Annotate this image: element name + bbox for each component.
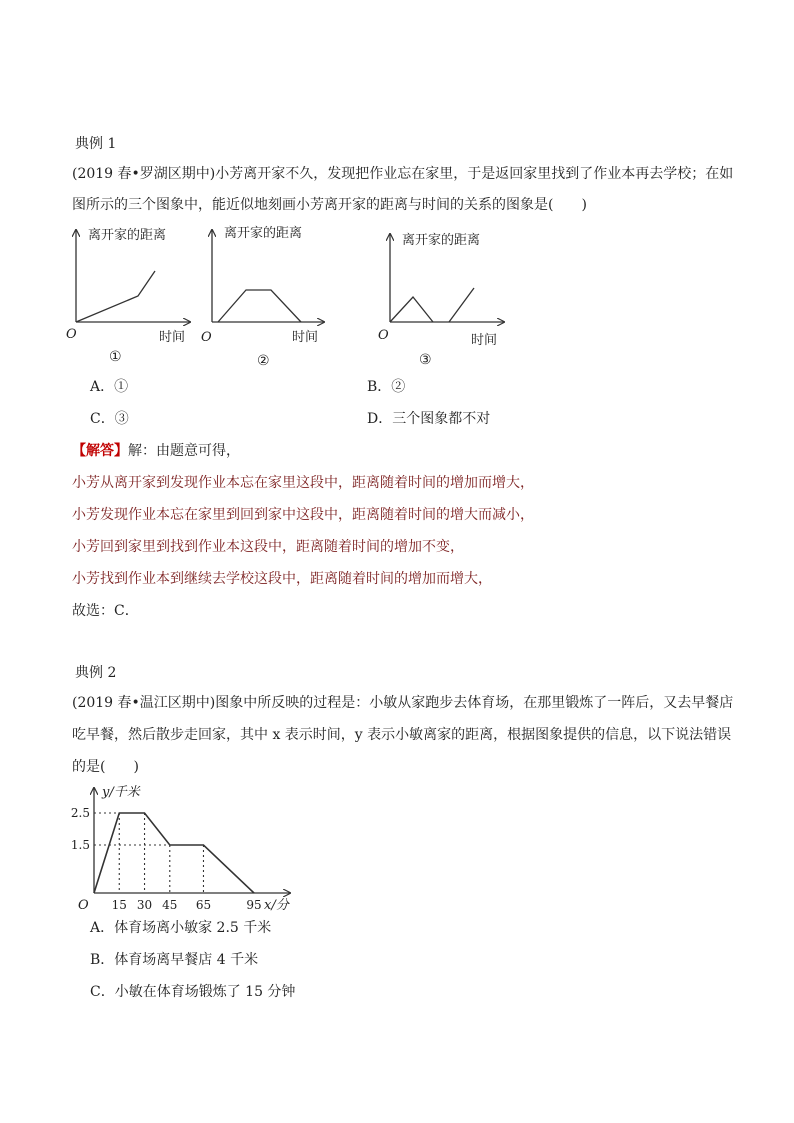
example1-answer-line-2: 小芳发现作业本忘在家里到回到家中这段中，距离随着时间的增大而减小， (72, 507, 534, 523)
example1-conclusion: 故选：C． (72, 603, 139, 619)
example1-question-line2: 图所示的三个图象中，能近似地刻画小芳离开家的距离与时间的关系的图象是( ) (72, 197, 587, 213)
origin-label: O (201, 330, 212, 345)
example1-answer-line-4: 小芳找到作业本到继续去学校这段中，距离随着时间的增加而增大， (72, 571, 492, 587)
example1-option-b: B．② (367, 379, 406, 395)
graph-caption: ② (257, 353, 270, 367)
example1-question-line1: (2019 春•罗湖区期中)小芳离开家不久，发现把作业忘在家里，于是返回家里找到了作业本再去学校；在如 (72, 166, 734, 182)
x-axis-label: 时间 (471, 333, 498, 348)
example2-option-b: B．体育场离早餐店 4 千米 (90, 952, 259, 968)
y-axis-label: 离开家的距离 (88, 228, 167, 243)
x-tick-label-65: 65 (195, 898, 212, 912)
origin-label: O (378, 328, 389, 343)
example1-option-d: D．三个图象都不对 (367, 411, 491, 427)
graph-caption: ① (109, 349, 122, 362)
y-axis-label: 离开家的距离 (402, 233, 481, 248)
example1-graph-1 (62, 222, 192, 362)
x-axis-label: 时间 (292, 330, 319, 345)
x-axis-label: x/分 (264, 898, 289, 913)
example2-question-line3: 的是( ) (72, 759, 139, 775)
distance-line-to-school (449, 288, 474, 322)
example2-distance-time-chart (68, 780, 308, 915)
origin-label: O (66, 327, 77, 342)
example1-answer-line-1: 小芳从离开家到发现作业本忘在家里这段中，距离随着时间的增加而增大， (72, 475, 534, 491)
example2-option-c: C．小敏在体育场锻炼了 15 分钟 (90, 984, 296, 1000)
example1-option-c: C．③ (90, 411, 129, 427)
y-axis-label: y/千米 (102, 785, 140, 800)
y-tick-label-1.5: 1.5 (70, 838, 90, 852)
distance-line-outbound-return (390, 297, 433, 322)
origin-label: O (78, 898, 89, 913)
answer-intro: 解：由题意可得， (128, 443, 240, 459)
x-tick-label-95: 95 (246, 898, 262, 912)
y-tick-label-2.5: 2.5 (70, 806, 90, 820)
example1-graph-3 (374, 222, 514, 367)
x-tick-label-45: 45 (162, 898, 178, 912)
graph-caption: ③ (419, 352, 432, 367)
example2-question-line1: (2019 春•温江区期中)图象中所反映的过程是：小敏从家跑步去体育场，在那里锻炼了一阵后，又去早餐店 (72, 695, 734, 711)
example2-heading: 典例 2 (75, 665, 117, 681)
example2-question-line2: 吃早餐，然后散步走回家，其中 x 表示时间，y 表示小敏离家的距离，根据图象提供的信息，以下说法错误 (72, 727, 732, 743)
distance-line (218, 290, 301, 322)
example1-heading: 典例 1 (75, 136, 117, 152)
x-axis-label: 时间 (159, 330, 186, 345)
distance-line (76, 271, 155, 322)
y-axis-label: 离开家的距离 (224, 226, 303, 241)
example1-answer-header (72, 441, 240, 461)
x-tick-label-30: 30 (136, 898, 153, 912)
example1-graph-2 (198, 222, 333, 367)
distance-series-line (94, 813, 254, 893)
x-tick-label-15: 15 (111, 898, 127, 912)
answer-tag: 【解答】 (72, 443, 128, 459)
example2-option-a: A．体育场离小敏家 2.5 千米 (90, 920, 272, 936)
example1-answer-line-3: 小芳回到家里到找到作业本这段中，距离随着时间的增加不变， (72, 539, 464, 555)
example1-option-a: A．① (90, 379, 129, 395)
